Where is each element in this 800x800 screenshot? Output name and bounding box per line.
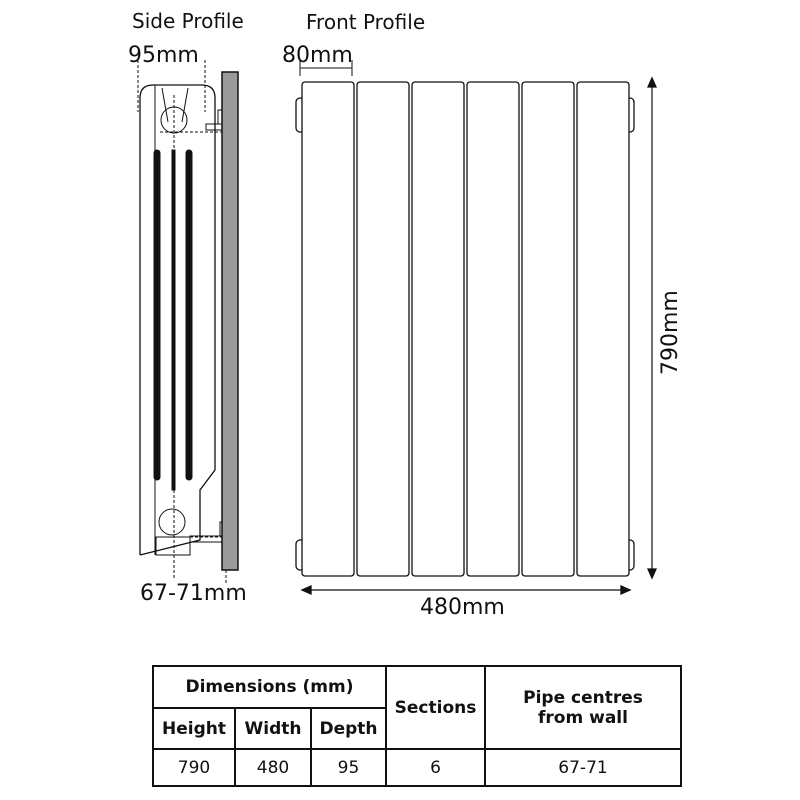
width-dimension: 480mm — [420, 595, 505, 620]
dimensions-header: Dimensions (mm) — [153, 666, 386, 708]
front-profile — [296, 60, 656, 594]
wall-plate — [222, 72, 238, 570]
radiator-section — [412, 82, 464, 576]
radiator-section — [467, 82, 519, 576]
depth-dimension: 95mm — [128, 43, 199, 68]
section-width-dimension: 80mm — [282, 43, 353, 68]
height-value: 790 — [153, 749, 235, 786]
table-row — [153, 749, 681, 786]
pipe-centres-header: Pipe centres from wall — [485, 666, 681, 749]
sections-header: Sections — [386, 666, 485, 749]
height-header: Height — [153, 708, 235, 749]
pipe-centres-value: 67-71 — [485, 749, 681, 786]
height-dimension: 790mm — [658, 290, 683, 375]
radiator-section — [357, 82, 409, 576]
radiator-section — [577, 82, 629, 576]
radiator-section — [522, 82, 574, 576]
side-profile-title: Side Profile — [132, 9, 244, 33]
depth-header: Depth — [311, 708, 386, 749]
dimensions-table — [152, 665, 682, 787]
width-value: 480 — [235, 749, 311, 786]
radiator-section — [302, 82, 354, 576]
width-header: Width — [235, 708, 311, 749]
front-profile-title: Front Profile — [306, 10, 426, 34]
side-profile — [138, 60, 240, 585]
pipe-centre-dimension: 67-71mm — [140, 581, 247, 606]
depth-value: 95 — [311, 749, 386, 786]
sections-value: 6 — [386, 749, 485, 786]
